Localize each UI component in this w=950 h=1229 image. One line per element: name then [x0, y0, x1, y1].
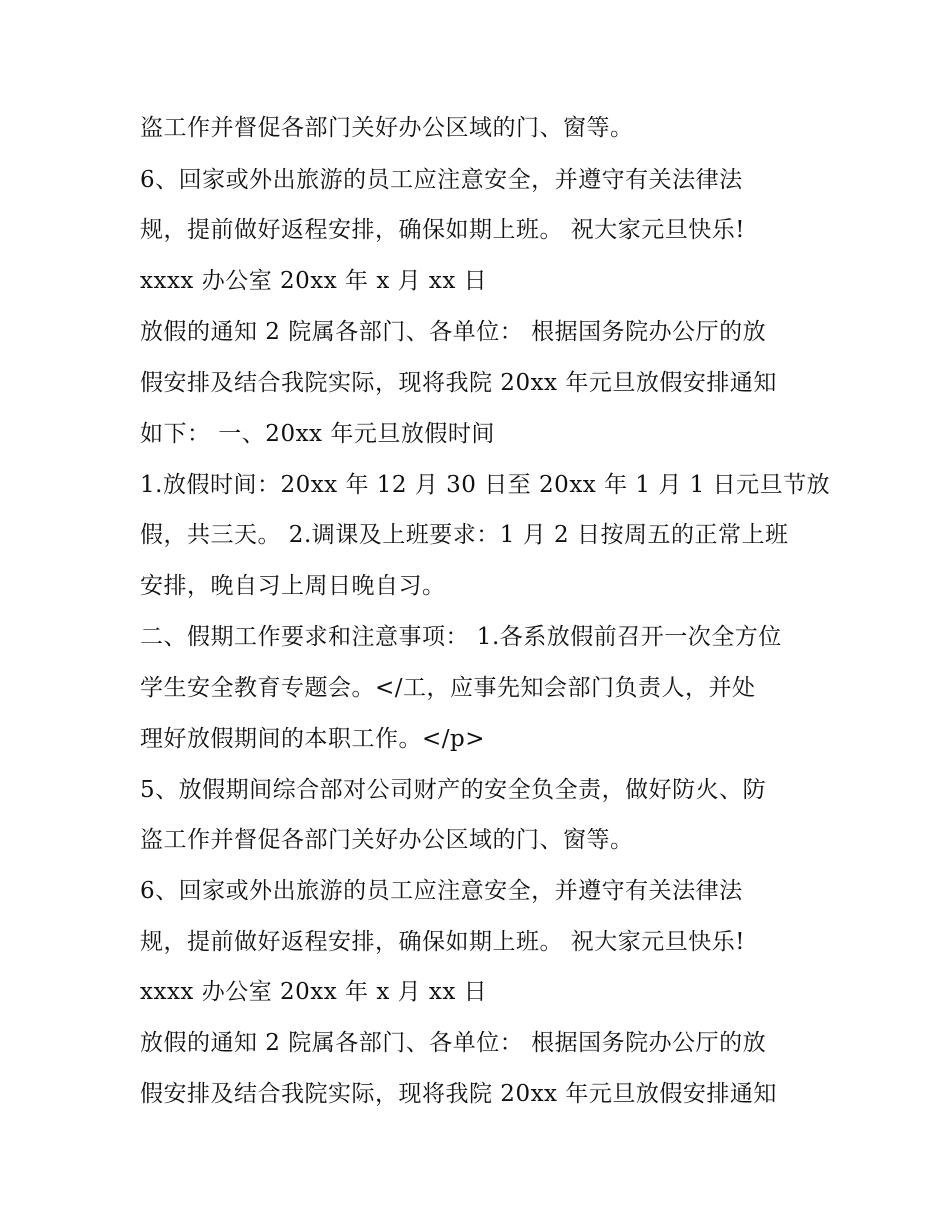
text-line: 6、回家或外出旅游的员工应注意安全，并遵守有关法律法 — [140, 167, 743, 193]
text-line: 假安排及结合我院实际，现将我院 20xx 年元旦放假安排通知 — [140, 370, 777, 396]
text-line: 假，共三天。 2.调课及上班要求：1 月 2 日按周五的正常上班 — [140, 522, 789, 548]
text-line: xxxx 办公室 20xx 年 x 月 xx 日 — [140, 268, 488, 294]
text-line: 假安排及结合我院实际，现将我院 20xx 年元旦放假安排通知 — [140, 1081, 777, 1107]
text-line: 放假的通知 2 院属各部门、各单位： 根据国务院办公厅的放 — [140, 319, 767, 345]
text-line: xxxx 办公室 20xx 年 x 月 xx 日 — [140, 979, 488, 1005]
text-line: 1.放假时间：20xx 年 12 月 30 日至 20xx 年 1 月 1 日元旦节放 — [140, 472, 831, 498]
text-line: 5、放假期间综合部对公司财产的安全负全责，做好防火、防 — [140, 777, 767, 803]
text-line: 规，提前做好返程安排，确保如期上班。 祝大家元旦快乐! — [140, 929, 746, 955]
text-line: 规，提前做好返程安排，确保如期上班。 祝大家元旦快乐! — [140, 217, 746, 243]
text-line: 安排，晚自习上周日晚自习。 — [140, 573, 446, 599]
text-line: 理好放假期间的本职工作。</p> — [140, 726, 486, 752]
text-line: 盗工作并督促各部门关好办公区域的门、窗等。 — [140, 827, 634, 853]
text-line: 学生安全教育专题会。</工，应事先知会部门负责人，并处 — [140, 675, 756, 701]
text-line: 如下： 一、20xx 年元旦放假时间 — [140, 421, 495, 447]
text-line: 盗工作并督促各部门关好办公区域的门、窗等。 — [140, 115, 634, 141]
text-line: 6、回家或外出旅游的员工应注意安全，并遵守有关法律法 — [140, 878, 743, 904]
text-line: 二、假期工作要求和注意事项： 1.各系放假前召开一次全方位 — [140, 624, 782, 650]
text-line: 放假的通知 2 院属各部门、各单位： 根据国务院办公厅的放 — [140, 1030, 767, 1056]
